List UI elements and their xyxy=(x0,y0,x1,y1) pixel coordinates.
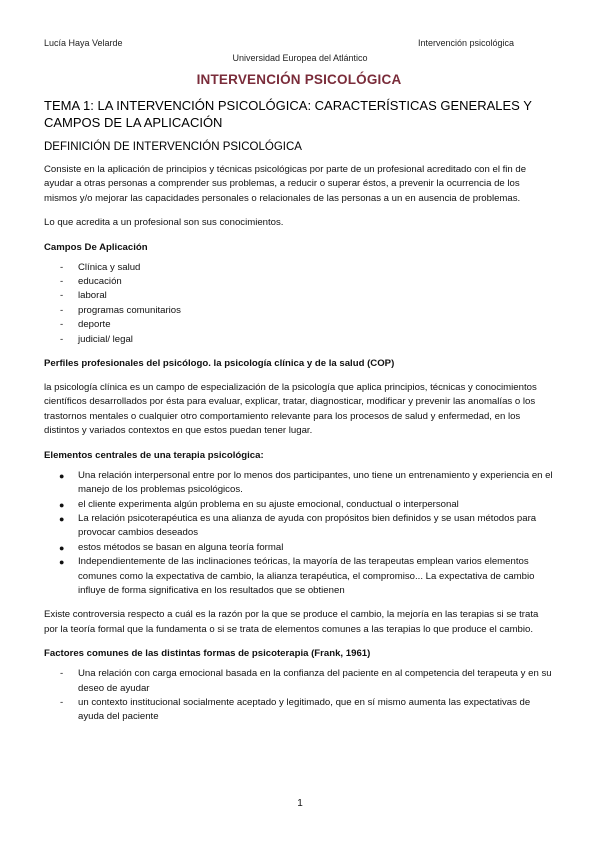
factores-list xyxy=(44,667,554,725)
elementos-list xyxy=(44,469,554,599)
list-item: ● Una relación interpersonal entre por lo menos dos participantes, uno tiene un entrenamiento y experiencia en el manejo de los problemas psicológicos. xyxy=(59,469,553,496)
list-item: - programas comunitarios xyxy=(60,304,181,316)
factores-heading: Factores comunes de las distintas formas de psicoterapia (Frank, 1961) xyxy=(44,648,371,660)
definicion-paragraph: Consiste en la aplicación de principios y técnicas psicológicas por parte de un profesional acreditado con el fin de ayudar a otras personas a comprender sus problemas, a reducir o superar éstos, a prevenir la ocurrencia de los mismos y/o mejorar las capacidades personales o relacionales de las personas a un en ausencia de problemas. xyxy=(44,164,527,204)
controversia-paragraph: Existe controversia respecto a cuál es la razón por la que se produce el cambio, la mejoría en las terapias si se trata por la teoría formal que la fundamenta o si se trata de elementos comunes a las terapias lo que produce el cambio. xyxy=(44,609,539,635)
list-item: - Una relación con carga emocional basada en la confianza del paciente en al competencia del terapeuta y en su deseo de ayudar xyxy=(60,668,552,694)
list-item: ● el cliente experimenta algún problema en su ajuste emocional, conductual o interpersonal xyxy=(59,498,459,510)
campos-list xyxy=(44,261,554,347)
perfiles-paragraph: la psicología clínica es un campo de especialización de la psicología que aplica principios, técnicas y conocimientos científicos desarrollados por ésta para evaluar, explicar, tratar, diagnosticar, modificar y prevenir las anomalías o los trastornos mentales o cualquier otro comportamiento relevante para los procesos de salud y enfermedad, en los distintos y variados contextos en que estos puedan tener lugar. xyxy=(44,382,537,437)
list-item: - deporte xyxy=(60,319,111,331)
elementos-heading: Elementos centrales de una terapia psicológica: xyxy=(44,449,264,461)
document-body xyxy=(44,72,554,725)
header-university: Universidad Europea del Atlántico xyxy=(232,53,368,63)
list-item: ● Independientemente de las inclinaciones teóricas, la mayoría de las terapeutas emplean varios elementos comunes como la expectativa de cambio, la alianza terapéutica, el compromiso... La expectativa de cambio influye de forma significativa en los resultados que se obtienen xyxy=(59,556,535,596)
list-item: - Clínica y salud xyxy=(60,261,141,273)
document-title: INTERVENCIÓN PSICOLÓGICA xyxy=(196,72,402,87)
page-number: 1 xyxy=(297,798,303,809)
list-item: ● La relación psicoterapéutica es una alianza de ayuda con propósitos bien definidos y se usan métodos para provocar cambios deseados xyxy=(59,512,537,539)
header-author: Lucía Haya Velarde xyxy=(44,38,123,48)
header-subject: Intervención psicológica xyxy=(417,38,514,48)
acredita-paragraph: Lo que acredita a un profesional son sus conocimientos. xyxy=(44,217,284,229)
campos-heading: Campos De Aplicación xyxy=(44,241,148,253)
list-item: - un contexto institucional socialmente aceptado y legitimado, que en sí mismo aumenta las expectativas de ayuda del paciente xyxy=(60,696,531,723)
list-item: ● estos métodos se basan en alguna teoría formal xyxy=(59,541,284,553)
tema-heading: TEMA 1: LA INTERVENCIÓN PSICOLÓGICA: CARACTERÍSTICAS GENERALES Y CAMPOS DE LA APLICACIÓN xyxy=(44,98,532,130)
list-item: - educación xyxy=(60,276,122,288)
list-item: - laboral xyxy=(60,290,107,302)
perfiles-heading: Perfiles profesionales del psicólogo. la psicología clínica y de la salud (COP) xyxy=(44,358,395,370)
list-item: - judicial/ legal xyxy=(60,333,133,345)
definicion-heading: DEFINICIÓN DE INTERVENCIÓN PSICOLÓGICA xyxy=(44,141,302,153)
